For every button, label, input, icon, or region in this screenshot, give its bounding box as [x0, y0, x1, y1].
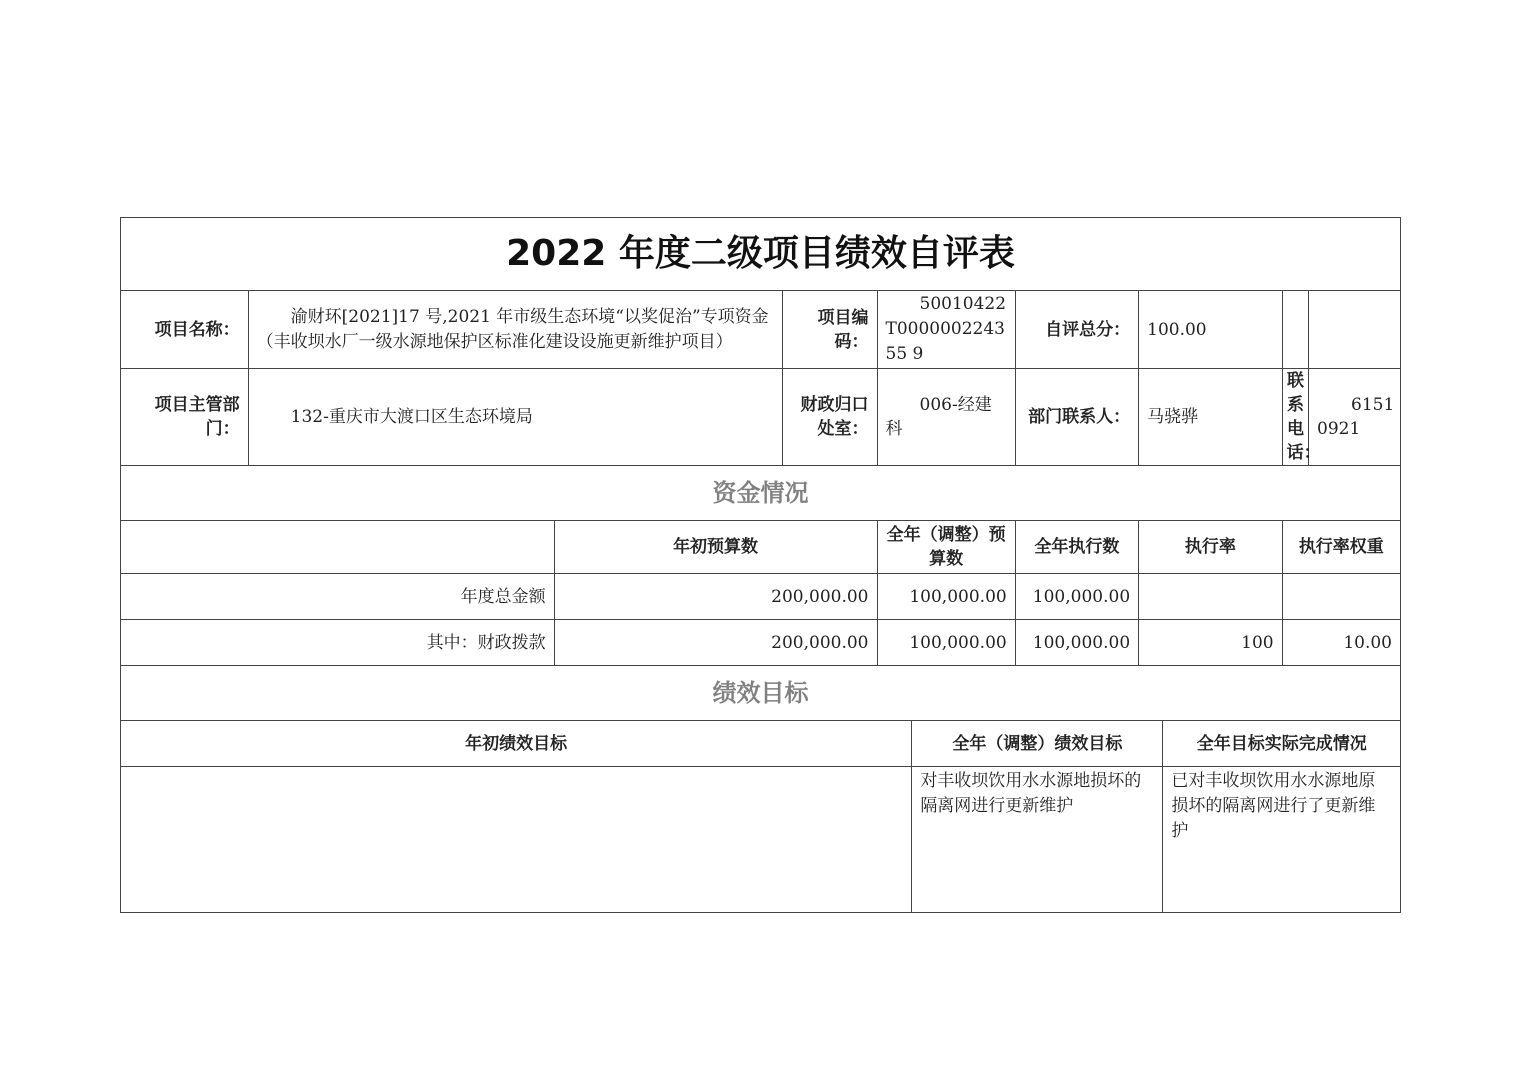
funds-row-initial: 200,000.00 [554, 574, 877, 620]
funds-row-weight: 10.00 [1282, 620, 1400, 666]
goals-section-title: 绩效目标 [121, 666, 1401, 721]
funds-header-executed: 全年执行数 [1015, 521, 1138, 574]
funds-header-initial: 年初预算数 [554, 521, 877, 574]
project-name-value: 渝财环[2021]17 号,2021 年市级生态环境“以奖促治”专项资金（丰收坝水厂一级水源地保护区标准化建设设施更新维护项目） [248, 291, 782, 369]
funds-header-blank [121, 521, 555, 574]
funds-section-title: 资金情况 [121, 466, 1401, 521]
page-title: 2022 年度二级项目绩效自评表 [121, 218, 1401, 291]
phone-value: 6151 0921 [1309, 369, 1401, 466]
finance-office-value: 006-经建科 [877, 369, 1015, 466]
score-value: 100.00 [1139, 291, 1282, 369]
funds-row-executed: 100,000.00 [1015, 574, 1138, 620]
table-row [121, 620, 1401, 666]
evaluation-table [120, 217, 1401, 913]
project-code-label: 项目编码： [782, 291, 877, 369]
funds-header-adjusted: 全年（调整）预算数 [877, 521, 1015, 574]
phone-label: 联系电话： [1282, 369, 1308, 466]
funds-row-adjusted: 100,000.00 [877, 574, 1015, 620]
funds-row-rate [1139, 574, 1282, 620]
dept-value: 132-重庆市大渡口区生态环境局 [248, 369, 782, 466]
empty-cell [1309, 291, 1401, 369]
empty-cell [1282, 291, 1308, 369]
goals-actual-value: 已对丰收坝饮用水水源地原损坏的隔离网进行了更新维护 [1163, 767, 1401, 913]
finance-office-label: 财政归口处室： [782, 369, 877, 466]
goals-header-actual: 全年目标实际完成情况 [1163, 721, 1401, 767]
score-label: 自评总分： [1015, 291, 1138, 369]
funds-row-label: 年度总金额 [121, 574, 555, 620]
contact-value: 马骁骅 [1139, 369, 1282, 466]
project-code-value: 50010422T000000224355 9 [877, 291, 1015, 369]
funds-header-rate: 执行率 [1139, 521, 1282, 574]
contact-label: 部门联系人： [1015, 369, 1138, 466]
dept-label: 项目主管部门： [121, 369, 249, 466]
goals-header-adjusted: 全年（调整）绩效目标 [912, 721, 1163, 767]
goals-adjusted-value: 对丰收坝饮用水水源地损坏的隔离网进行更新维护 [912, 767, 1163, 913]
funds-row-adjusted: 100,000.00 [877, 620, 1015, 666]
funds-header-weight: 执行率权重 [1282, 521, 1400, 574]
funds-row-label: 其中：财政拨款 [121, 620, 555, 666]
funds-row-rate: 100 [1139, 620, 1282, 666]
funds-row-weight [1282, 574, 1400, 620]
project-name-label: 项目名称： [121, 291, 249, 369]
funds-row-executed: 100,000.00 [1015, 620, 1138, 666]
table-row [121, 574, 1401, 620]
funds-row-initial: 200,000.00 [554, 620, 877, 666]
goals-header-initial: 年初绩效目标 [121, 721, 912, 767]
goals-initial-value [121, 767, 912, 913]
self-evaluation-sheet [120, 217, 1401, 913]
